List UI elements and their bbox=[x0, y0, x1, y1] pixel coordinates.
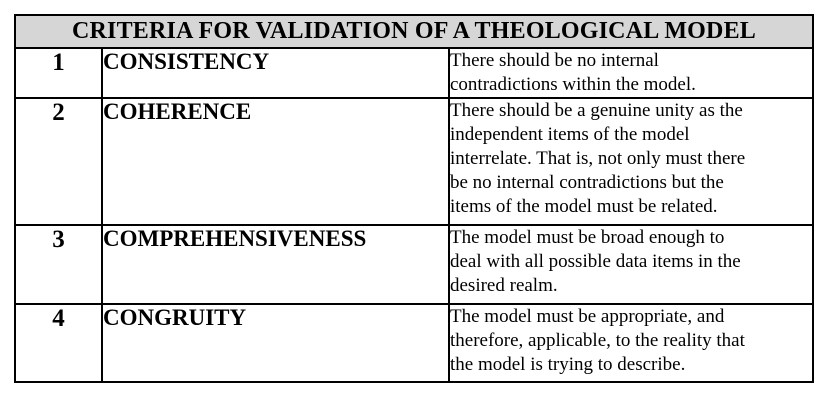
criterion-description bbox=[449, 304, 813, 382]
description-line: interrelate. That is, not only must there bbox=[450, 148, 746, 169]
description-line: desired realm. bbox=[450, 275, 558, 296]
table-row bbox=[15, 48, 813, 98]
description-line: therefore, applicable, to the reality that bbox=[450, 330, 745, 351]
criterion-name: CONSISTENCY bbox=[102, 48, 449, 98]
criterion-number: 1 bbox=[15, 48, 102, 98]
criterion-name: CONGRUITY bbox=[102, 304, 449, 382]
description-line: There should be no internal bbox=[450, 50, 659, 71]
description-line: contradictions within the model. bbox=[450, 74, 696, 95]
criterion-description bbox=[449, 98, 813, 225]
description-line: items of the model must be related. bbox=[450, 196, 718, 217]
description-line: There should be a genuine unity as the bbox=[450, 100, 743, 121]
description-line: The model must be appropriate, and bbox=[450, 306, 725, 327]
description-line: the model is trying to describe. bbox=[450, 354, 686, 375]
criteria-table bbox=[14, 14, 814, 383]
table-row bbox=[15, 225, 813, 304]
criterion-number: 3 bbox=[15, 225, 102, 304]
criterion-description bbox=[449, 225, 813, 304]
criterion-number: 4 bbox=[15, 304, 102, 382]
criteria-table-wrapper bbox=[14, 14, 812, 383]
description-line: independent items of the model bbox=[450, 124, 690, 145]
description-line: deal with all possible data items in the bbox=[450, 251, 741, 272]
criterion-number: 2 bbox=[15, 98, 102, 225]
description-line: The model must be broad enough to bbox=[450, 227, 725, 248]
table-title: CRITERIA FOR VALIDATION OF A THEOLOGICAL MODEL bbox=[15, 15, 813, 48]
criterion-name: COMPREHENSIVENESS bbox=[102, 225, 449, 304]
table-row bbox=[15, 98, 813, 225]
criterion-description bbox=[449, 48, 813, 98]
description-line: be no internal contradictions but the bbox=[450, 172, 724, 193]
table-row bbox=[15, 304, 813, 382]
criterion-name: COHERENCE bbox=[102, 98, 449, 225]
